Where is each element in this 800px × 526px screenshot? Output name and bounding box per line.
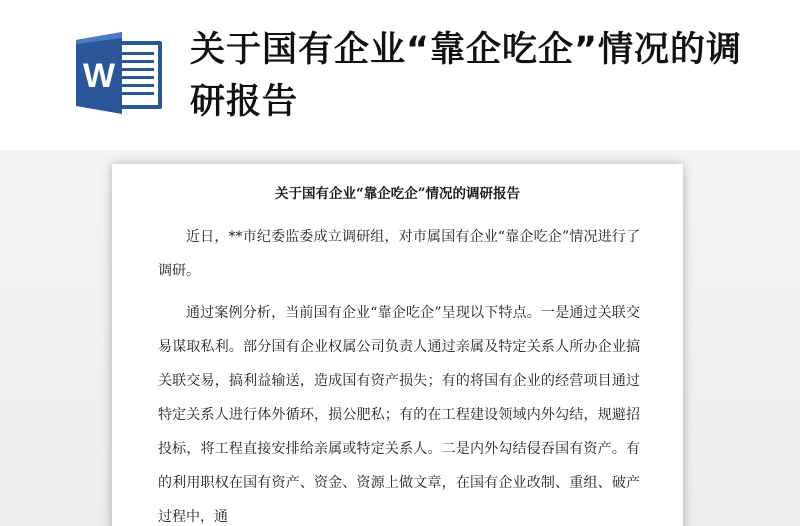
word-document-icon <box>76 32 164 114</box>
paragraph: 通过案例分析，当前国有企业“靠企吃企”呈现以下特点。一是通过关联交易谋取私利。部分国有企业权属公司负责人通过亲属及特定关系人所办企业搞关联交易，搞利益输送，造成国有资产损失；有的将国有企业的经营项目通过特定关系人进行体外循环，损公肥私；有的在工程建设领域内外勾结，规避招投标，将工程直接安排给亲属或特定关系人。二是内外勾结侵吞国有资产。有的利用职权在国有资产、资金、资源上做文章，在国有企业改制、重组、破产过程中，通 <box>158 305 640 525</box>
paragraph: 近日，**市纪委监委成立调研组，对市属国有企业“靠企吃企”情况进行了调研。 <box>158 229 640 279</box>
header-title: 关于国有企业“靠企吃企”情况的调研报告 <box>190 30 743 122</box>
document-title: 关于国有企业“靠企吃企”情况的调研报告 <box>274 186 521 202</box>
word-icon-letter: W <box>82 57 116 95</box>
header-banner <box>0 0 800 150</box>
document-body <box>158 220 640 526</box>
document-page <box>112 164 683 526</box>
